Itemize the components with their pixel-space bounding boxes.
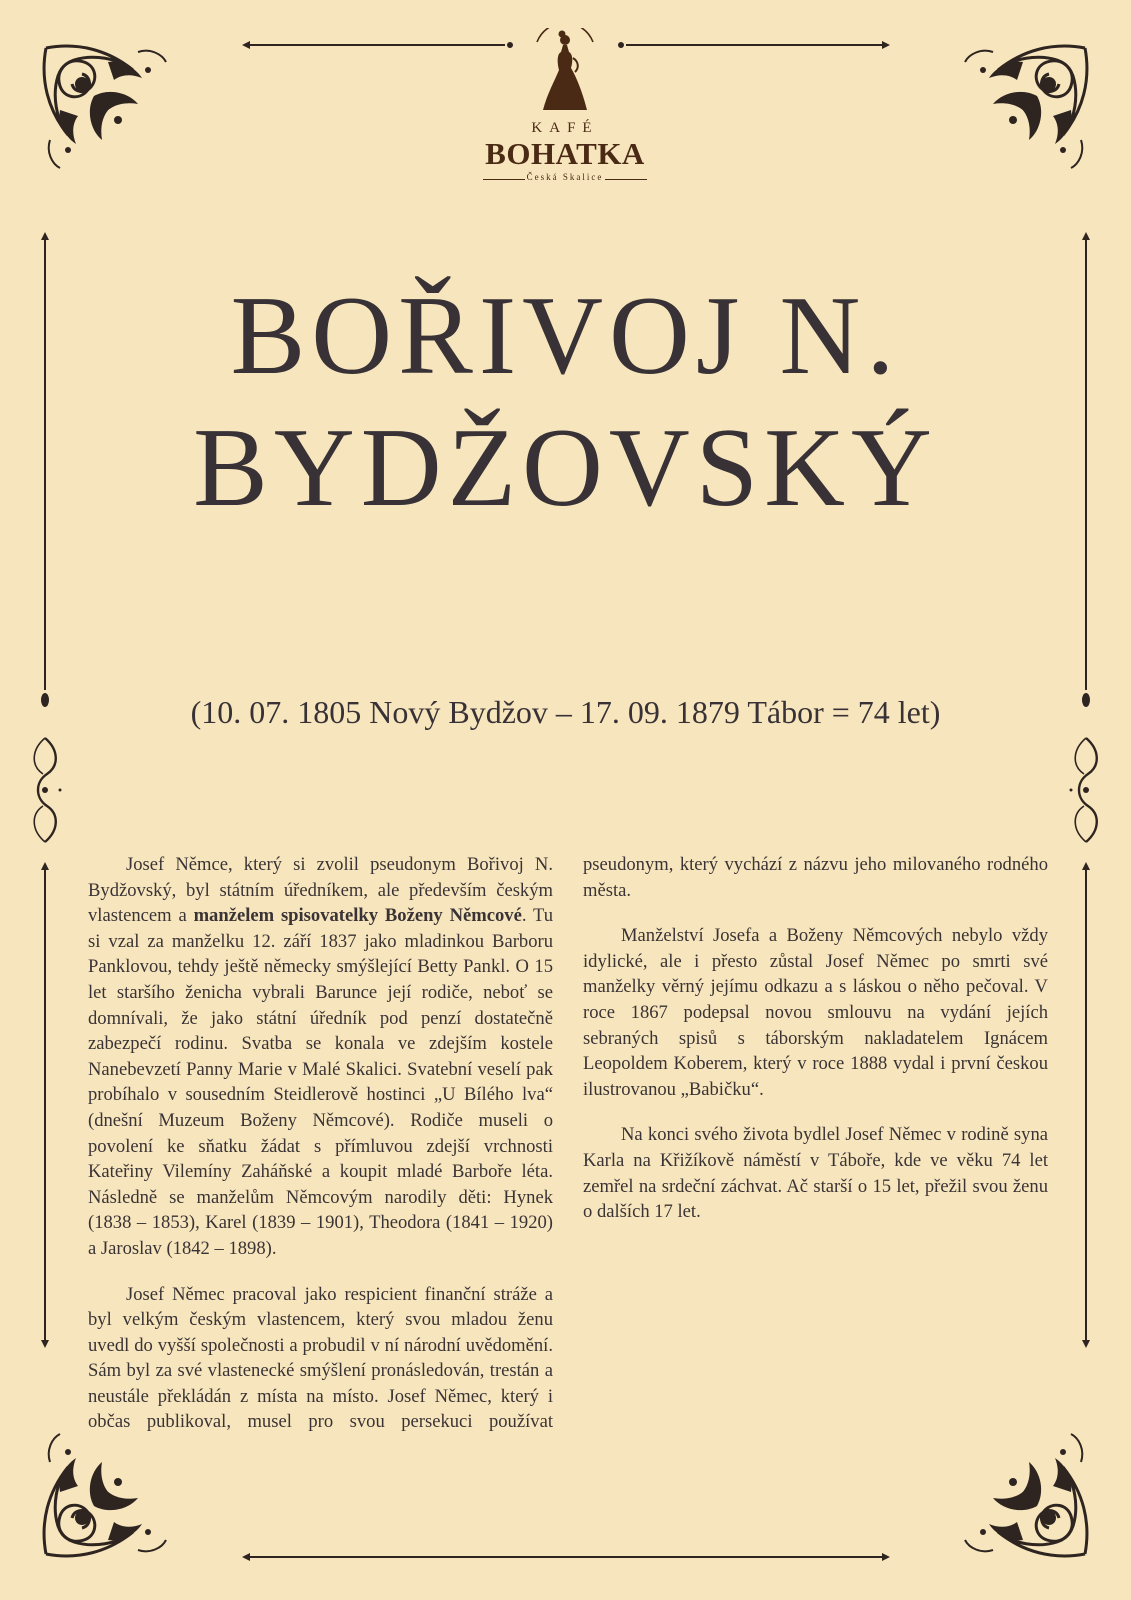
life-dates: (10. 07. 1805 Nový Bydžov – 17. 09. 1879 Tábor = 74 let) bbox=[190, 694, 941, 730]
bottom-border-line bbox=[242, 1553, 890, 1561]
woman-silhouette-icon bbox=[529, 28, 601, 118]
side-scroll-ornament-right bbox=[1075, 738, 1097, 842]
paragraph-2: Josef Němec pracoval jako respicient finanční stráže a byl velkým českým vlastencem, který svou mladou ženu uvedl do vyšší společnosti a probudil v ní národní uvědomění. Sám byl za své vlastenecké smýšlení pronásledován, trestán a neustále překládán z místa na místo. Josef Němec, který i občas publikoval, musel pro svou persekuci používat pseudonym, který vychází z názvu jeho milovaného rodného města. bbox=[88, 854, 1048, 1433]
cafe-logo bbox=[465, 28, 665, 188]
paragraph-1 bbox=[88, 852, 553, 1262]
corner-ornament-bottom-right bbox=[965, 1434, 1087, 1556]
right-border-line-lower bbox=[1082, 862, 1090, 1348]
paragraph-1-bold: manželem spisovatelky Boženy Němcové bbox=[193, 905, 522, 927]
title-line-1: BOŘIVOJ N. bbox=[230, 274, 901, 398]
right-border-line-upper bbox=[1082, 232, 1090, 707]
biography-text bbox=[88, 852, 1048, 1452]
left-border-line-lower bbox=[41, 862, 49, 1348]
paragraph-1-end: . Tu si vzal za manželku 12. září 1837 jako mladinkou Barboru Panklovou, tehdy ještě německy smýšlející Betty Pankl. O 15 let staršího ženicha vybrali Barunce její rodiče, neboť se domnívali, že jako státní úředník pod penzí dostatečně zabezpečí rodinu. Svatba se konala ve zdejším kostele Nanebevzetí Panny Marie v Malé Skalici. Svatební veselí pak probíhalo v sousedním Steidlerově hostinci „U Bílého lva“ (dnešní Muzeum Boženy Němcové). Rodiče museli o povolení ke sňatku žádat s přímluvou zdejší vrchnosti Kateřiny Vilemíny Zaháňské a koupit mladé Barboře léta. Následně se manželům Němcovým narodily děti: Hynek (1838 – 1853), Karel (1839 – 1901), Theodora (1841 – 1920) a Jaroslav (1842 – 1898). bbox=[88, 905, 553, 1259]
logo-location-text: Česká Skalice bbox=[526, 172, 604, 182]
logo-kafe-text: KAFÉ bbox=[531, 120, 599, 136]
paragraph-3: Manželství Josefa a Boženy Němcových nebylo vždy idylické, ale i přesto zůstal Josef Němec po smrti své manželky věrný jejímu odkazu a s láskou o něho pečoval. V roce 1867 podepsal novou smlouvu na vydání jejích sebraných spisů s táborským nakladatelem Ignácem Leopoldem Koberem, který v roce 1888 vydal i první českou ilustrovanou „Babičku“. bbox=[583, 925, 1048, 1100]
side-scroll-ornament-left bbox=[34, 738, 56, 842]
title-line-2: BYDŽOVSKÝ bbox=[193, 406, 938, 530]
corner-ornament-top-left bbox=[44, 46, 166, 168]
logo-line-right bbox=[605, 179, 647, 180]
corner-ornament-bottom-left bbox=[44, 1434, 166, 1556]
paragraph-1-start: Josef Němce, který si zvolil pseudonym Bořivoj N. Bydžovský, byl státním úředníkem, ale především českým vlastencem a bbox=[88, 854, 553, 927]
left-border-line-upper bbox=[41, 232, 49, 707]
logo-name-text: BOHATKA bbox=[485, 136, 645, 171]
page-title bbox=[60, 270, 1071, 534]
logo-location bbox=[465, 172, 665, 186]
paragraph-4: Na konci svého života bydlel Josef Němec v rodině syna Karla na Křižíkově náměstí v Táboře, kde ve věku 74 let zemřel na srdeční záchvat. Ač starší o 15 let, přežil svou ženu o dalších 17 let. bbox=[583, 1124, 1048, 1223]
corner-ornament-top-right bbox=[965, 46, 1087, 168]
